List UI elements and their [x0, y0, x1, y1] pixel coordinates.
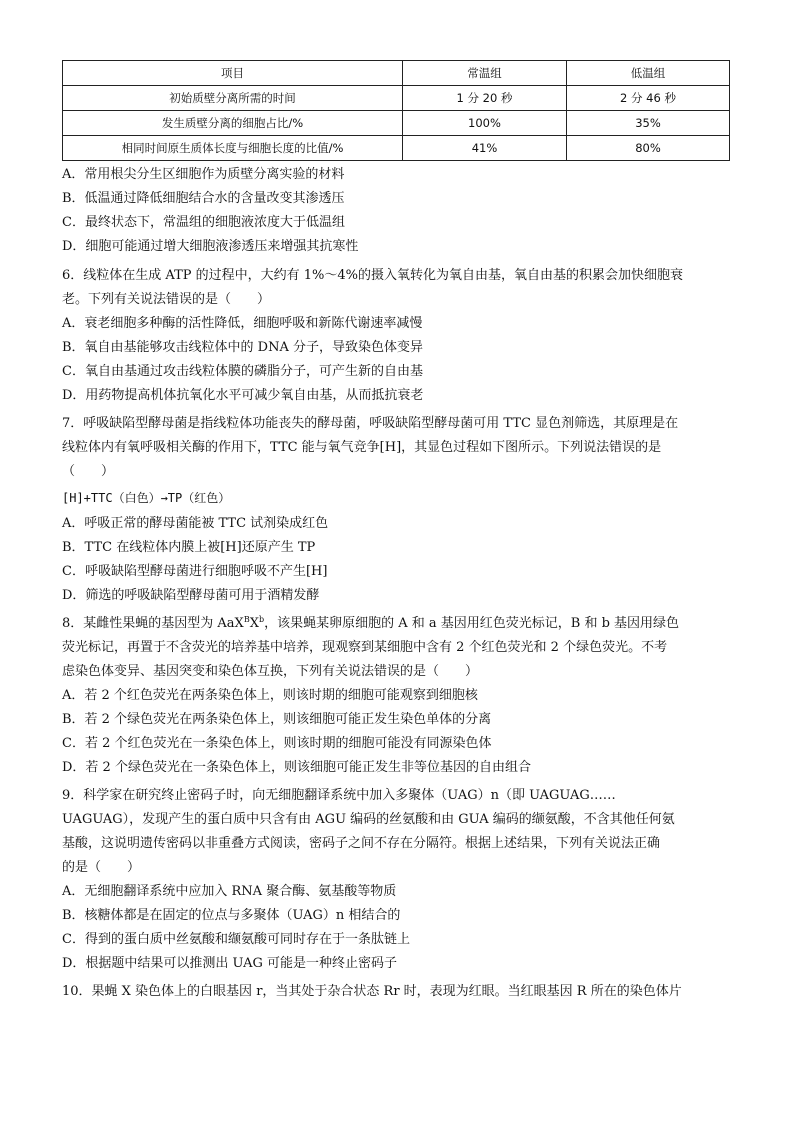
- q9-option-d: D．根据题中结果可以推测出 UAG 可能是一种终止密码子: [62, 956, 398, 971]
- q5-option-d: D．细胞可能通过增大细胞液渗透压来增强其抗寒性: [62, 239, 359, 254]
- q9-stem-line: 基酸，这说明遗传密码以非重叠方式阅读，密码子之间不存在分隔符。根据上述结果，下列有关说法正确: [62, 836, 661, 851]
- q8-stem-line: [62, 612, 679, 636]
- q8-stem-text: ，该果蝇某卵原细胞的 A 和 a 基因用红色荧光标记，B 和 b 基因用绿色: [264, 616, 680, 631]
- q6-option-c: C．氧自由基通过攻击线粒体膜的磷脂分子，可产生新的自由基: [62, 364, 423, 379]
- q7-stem-line: 7．呼吸缺陷型酵母菌是指线粒体功能丧失的酵母菌，呼吸缺陷型酵母菌可用 TTC 显色剂筛选，其原理是在: [62, 416, 679, 431]
- table-cell: 35%: [567, 111, 730, 136]
- genotype-superscript: b: [258, 615, 265, 624]
- table-header-cell: 低温组: [567, 61, 730, 86]
- q9-option-b: B．核糖体都是在固定的位点与多聚体（UAG）n 相结合的: [62, 908, 401, 923]
- genotype-superscript: B: [243, 615, 250, 624]
- q8-option-a: A．若 2 个红色荧光在两条染色体上，则该时期的细胞可能观察到细胞核: [62, 688, 478, 703]
- table-cell: 2 分 46 秒: [567, 86, 730, 111]
- q8-option-c: C．若 2 个红色荧光在一条染色体上，则该时期的细胞可能没有同源染色体: [62, 736, 492, 751]
- table-cell: 41%: [403, 136, 567, 161]
- q6-option-b: B．氧自由基能够攻击线粒体中的 DNA 分子，导致染色体变异: [62, 340, 424, 355]
- table-cell: 100%: [403, 111, 567, 136]
- q7-option-b: B．TTC 在线粒体内膜上被[H]还原产生 TP: [62, 540, 316, 555]
- table-header-row: [63, 61, 730, 86]
- q7-option-c: C．呼吸缺陷型酵母菌进行细胞呼吸不产生[H]: [62, 564, 328, 579]
- table-cell: 80%: [567, 136, 730, 161]
- table-header-cell: 常温组: [403, 61, 567, 86]
- table-row: [63, 111, 730, 136]
- table-cell: 初始质壁分离所需的时间: [63, 86, 403, 111]
- q7-stem-line: 线粒体内有氧呼吸相关酶的作用下，TTC 能与氧气竞争[H]，其显色过程如下图所示。下列说法错误的是: [62, 440, 662, 455]
- q8-stem-line: 荧光标记，再置于不含荧光的培养基中培养，现观察到某细胞中含有 2 个红色荧光和 2 个绿色荧光。不考: [62, 640, 668, 655]
- q6-option-a: A．衰老细胞多种酶的活性降低，细胞呼吸和新陈代谢速率减慢: [62, 316, 423, 331]
- q7-option-d: D．筛选的呼吸缺陷型酵母菌可用于酒精发酵: [62, 588, 320, 603]
- q8-stem-text: X: [249, 616, 259, 631]
- q6-stem-line: 6．线粒体在生成 ATP 的过程中，大约有 1%～4%的摄入氧转化为氧自由基，氧自由基的积累会加快细胞衰: [62, 268, 684, 283]
- experiment-table: [62, 60, 730, 161]
- q8-stem-text: 8．某雌性果蝇的基因型为 AaX: [62, 616, 244, 631]
- q9-stem-line: UAGUAG），发现产生的蛋白质中只含有由 AGU 编码的丝氨酸和由 GUA 编码的缬氨酸，不含其他任何氨: [62, 812, 675, 827]
- table-row: [63, 86, 730, 111]
- q6-stem-line: 老。下列有关说法错误的是（ ）: [62, 292, 271, 307]
- q10-stem-line: 10．果蝇 X 染色体上的白眼基因 r，当其处于杂合状态 Rr 时，表现为红眼。当红眼基因 R 所在的染色体片: [62, 984, 682, 999]
- q8-option-d: D．若 2 个绿色荧光在一条染色体上，则该细胞可能正发生非等位基因的自由组合: [62, 760, 531, 775]
- q9-stem-line: 的是（ ）: [62, 860, 141, 875]
- q9-option-c: C．得到的蛋白质中丝氨酸和缬氨酸可同时存在于一条肽链上: [62, 932, 410, 947]
- q5-option-a: A．常用根尖分生区细胞作为质壁分离实验的材料: [62, 167, 345, 182]
- q5-option-b: B．低温通过降低细胞结合水的含量改变其渗透压: [62, 191, 345, 206]
- table-header-cell: 项目: [63, 61, 403, 86]
- table-cell: 发生质壁分离的细胞占比/%: [63, 111, 403, 136]
- q9-option-a: A．无细胞翻译系统中应加入 RNA 聚合酶、氨基酸等物质: [62, 884, 397, 899]
- q8-stem-line: 虑染色体变异、基因突变和染色体互换，下列有关说法错误的是（ ）: [62, 664, 479, 679]
- q7-option-a: A．呼吸正常的酵母菌能被 TTC 试剂染成红色: [62, 516, 329, 531]
- q9-stem-line: 9．科学家在研究终止密码子时，向无细胞翻译系统中加入多聚体（UAG）n（即 UAGUAG……: [62, 788, 616, 803]
- q7-stem-line: （ ）: [62, 464, 115, 479]
- q7-reaction-equation: [H]+TTC（白色）→TP（红色）: [62, 491, 231, 505]
- q8-option-b: B．若 2 个绿色荧光在两条染色体上，则该细胞可能正发生染色单体的分离: [62, 712, 492, 727]
- table-cell: 1 分 20 秒: [403, 86, 567, 111]
- q6-option-d: D．用药物提高机体抗氧化水平可减少氧自由基，从而抵抗衰老: [62, 388, 424, 403]
- table-row: [63, 136, 730, 161]
- table-cell: 相同时间原生质体长度与细胞长度的比值/%: [63, 136, 403, 161]
- q5-option-c: C．最终状态下，常温组的细胞液浓度大于低温组: [62, 215, 345, 230]
